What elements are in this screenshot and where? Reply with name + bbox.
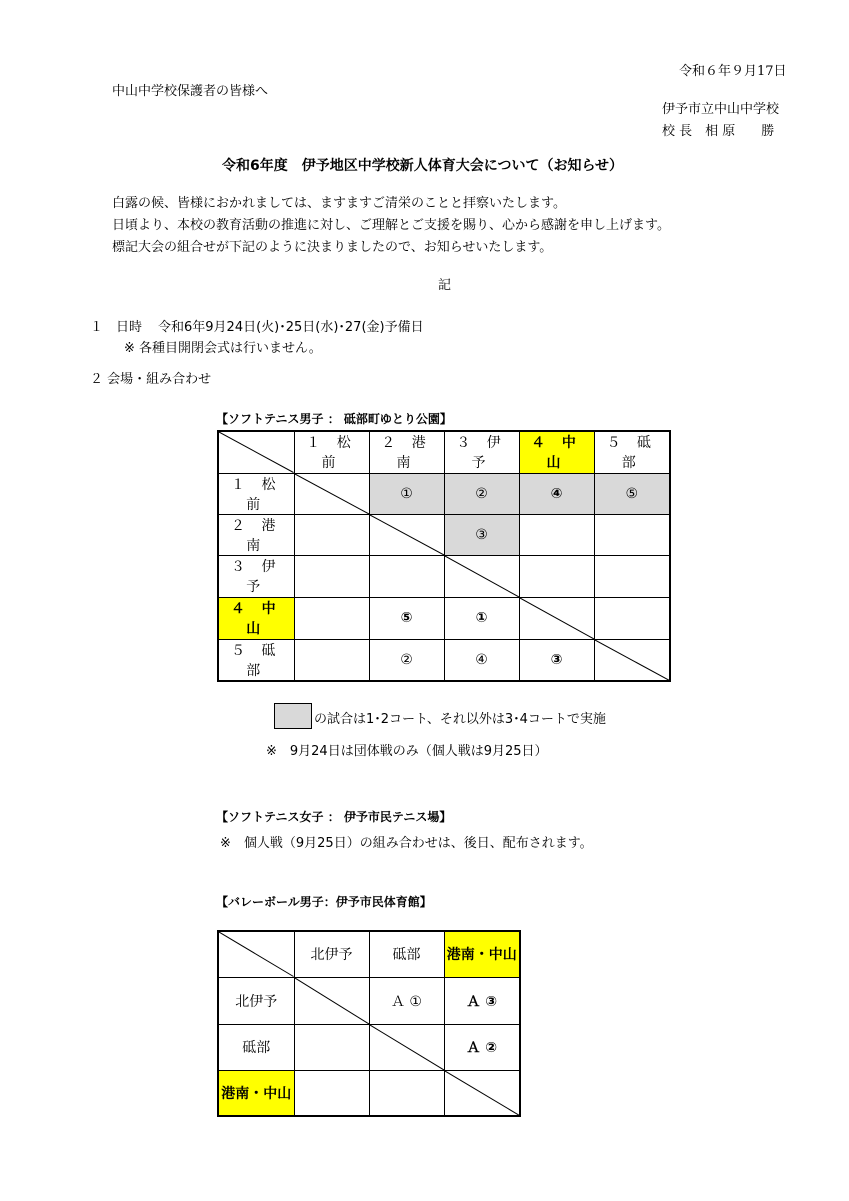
empty-cell [294, 597, 369, 639]
diagonal-cell [444, 555, 519, 597]
diagonal-cell [369, 514, 444, 555]
col-header-nakayama: 港南・中山 [444, 931, 520, 977]
match-cell: Ａ ① [369, 977, 444, 1024]
row-header: ５ 砥 部 [218, 639, 294, 681]
col-header: ２ 港 南 [369, 431, 444, 473]
match-cell: ② [444, 473, 519, 514]
row-header: 砥部 [218, 1024, 294, 1070]
empty-cell [294, 514, 369, 555]
empty-cell [369, 555, 444, 597]
row-header: １ 松 前 [218, 473, 294, 514]
col-header: ３ 伊 予 [444, 431, 519, 473]
item1-note: ※ 各種目開閉会式は行いません。 [124, 341, 322, 356]
addressee: 中山中学校保護者の皆様へ [112, 84, 269, 99]
tennis-boys-heading: 【ソフトテニス男子 ： 砥部町ゆとり公園】 [216, 412, 452, 426]
match-cell: ⑤ [594, 473, 670, 514]
col-header: １ 松 前 [294, 431, 369, 473]
row-header-nakayama: ４ 中 山 [218, 597, 294, 639]
empty-cell [594, 514, 670, 555]
greeting-line-3: 標記大会の組合せが下記のように決まりましたので、お知らせいたします。 [112, 240, 553, 255]
row-header-nakayama: 港南・中山 [218, 1070, 294, 1116]
corner-cell [218, 431, 294, 473]
empty-cell [594, 597, 670, 639]
diagonal-cell [294, 473, 369, 514]
empty-cell [294, 1070, 369, 1116]
row-header: ２ 港 南 [218, 514, 294, 555]
empty-cell [594, 555, 670, 597]
greeting-line-2: 日頃より、本校の教育活動の推進に対し、ご理解とご支援を賜り、心から感謝を申し上げます。 [112, 218, 670, 233]
greeting-line-1: 白露の候、皆様におかれましては、ますますご清栄のことと拝察いたします。 [112, 196, 566, 211]
col-header: 北伊予 [294, 931, 369, 977]
empty-cell [369, 1070, 444, 1116]
match-cell-nakayama: ③ [519, 639, 594, 681]
issue-date: 令和６年９月17日 [679, 64, 787, 79]
match-cell-nakayama: ⑤ [369, 597, 444, 639]
page-title: 令和6年度 伊予地区中学校新人体育大会について（お知らせ） [222, 158, 624, 174]
diagonal-cell [294, 977, 369, 1024]
item1-date: 令和6年9月24日(火)･25日(水)･27(金)予備日 [158, 320, 424, 335]
empty-cell [294, 639, 369, 681]
volley-boys-table [217, 930, 521, 1117]
volley-boys-heading: 【バレーボール男子：伊予市民体育館】 [216, 895, 432, 909]
match-cell: ② [369, 639, 444, 681]
row-header: 北伊予 [218, 977, 294, 1024]
tennis-girls-note: ※ 個人戦（9月25日）の組み合わせは、後日、配布されます。 [220, 836, 593, 851]
match-cell: ④ [444, 639, 519, 681]
principal-name: 校 長 相 原 勝 [662, 124, 775, 139]
tennis-girls-heading: 【ソフトテニス女子 ： 伊予市民テニス場】 [216, 810, 452, 824]
col-header: 砥部 [369, 931, 444, 977]
diagonal-cell [444, 1070, 520, 1116]
tennis-boys-table [217, 430, 671, 682]
tennis-boys-note: ※ 9月24日は団体戦のみ（個人戦は9月25日） [266, 744, 548, 759]
match-cell-nakayama: Ａ ③ [444, 977, 520, 1024]
match-cell: ③ [444, 514, 519, 555]
gray-court-swatch [274, 703, 312, 729]
corner-cell [218, 931, 294, 977]
ki-mark: 記 [438, 278, 452, 293]
diagonal-cell [594, 639, 670, 681]
item2-label: ２ 会場・組み合わせ [90, 372, 212, 387]
row-header: ３ 伊 予 [218, 555, 294, 597]
school-name: 伊予市立中山中学校 [662, 102, 780, 117]
diagonal-cell [519, 597, 594, 639]
empty-cell [294, 1024, 369, 1070]
diagonal-cell [369, 1024, 444, 1070]
match-cell-nakayama: ① [444, 597, 519, 639]
match-cell-nakayama: Ａ ② [444, 1024, 520, 1070]
empty-cell [519, 514, 594, 555]
match-cell: ① [369, 473, 444, 514]
match-cell-nakayama: ④ [519, 473, 594, 514]
item1-label: １ 日時 [90, 320, 143, 335]
col-header: ５ 砥 部 [594, 431, 670, 473]
empty-cell [294, 555, 369, 597]
empty-cell [519, 555, 594, 597]
court-legend-text: の試合は1･2コート、それ以外は3･4コートで実施 [314, 712, 606, 727]
col-header-nakayama: ４ 中 山 [519, 431, 594, 473]
